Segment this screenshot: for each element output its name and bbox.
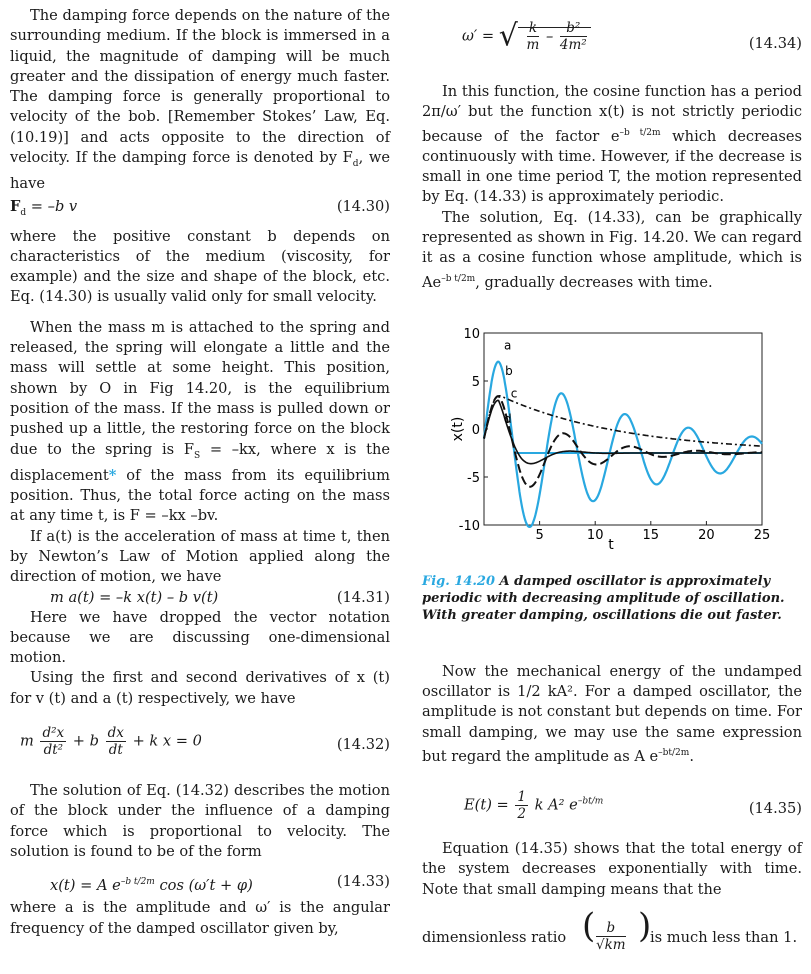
y-axis-label: x(t): [450, 416, 466, 442]
paragraph-amplitude: where a is the amplitude and ω′ is the angular frequency of the damped oscillator given by,: [10, 899, 390, 937]
equation-14-33: x(t) = A $e^{-b t/2m}$ cos (ω′t + φ) (14.33): [50, 873, 390, 895]
series-d-line: [484, 400, 762, 463]
paragraph-cosine-period: In this function, the cosine function has a period 2π/ω′ but the function x(t) is not strictly periodic because of the factor $e^{-b t/2m}$ which decreases continuously with time. However, if the decrease is small in one time period T, the motion represented by Eq. (14.33) is approximately periodic.: [422, 83, 803, 206]
series-label-a: a: [504, 338, 512, 353]
figure-14-20: [422, 323, 802, 569]
x-tick-label: 5: [535, 527, 544, 543]
paragraph-equilibrium: When the mass m is attached to the spring and released, the spring will elongate a little and the mass will settle at some height. This position, shown by O in Fig 14.20, is the equilibrium position of the mass. If the mass is pulled down or pushed up a little, the restoring force on the block due to the spring is $F_S = -kx$, where x is the displacement* of the mass from its equilibrium position. Thus, the total force acting on the mass at any time t, is F = –kx –bv.: [10, 318, 391, 525]
x-tick-label: 20: [698, 527, 715, 543]
dimensionless-ratio-line: dimensionless ratio ( $\frac{b}{√km}$ ) is much less than 1.: [422, 905, 798, 953]
y-tick-label: -5: [467, 470, 480, 486]
paragraph-vector-notation: Here we have dropped the vector notation because we are discussing one-dimensional motion.: [10, 608, 390, 667]
paragraph-positive-constant: where the positive constant b depends on characteristics of the medium (viscosity, for example) and the size and shape of the block, etc. Eq. (14.30) is usually valid only for small velocity.: [10, 227, 390, 306]
x-tick-label: 10: [586, 527, 604, 543]
y-tick-label: 10: [463, 326, 480, 342]
paragraph-mechanical-energy: Now the mechanical energy of the undamped oscillator is 1/2 kA². For a damped oscillator, the amplitude is not constant but depends on time. For small damping, we may use the same expression but regard the amplitude as A $e^{-bt/2m}$.: [422, 662, 802, 765]
series-c-line: [484, 395, 762, 445]
series-a-line: [484, 361, 762, 526]
plot-frame: [484, 333, 762, 525]
equation-14-31: m a(t) = –k x(t) – b v(t) (14.31): [50, 588, 390, 606]
equation-14-30: $F_d = -b$ v (14.30): [10, 197, 390, 218]
y-tick-label: 5: [471, 374, 480, 390]
equation-14-35: E(t) = $\frac{1}{2}$ k A² $e^{-bt/m}$ (14.35): [464, 789, 802, 823]
equation-14-32: m $\frac{\text{d²x}}{\text{dt²}}$ + b $\frac{dx}{dt}$ + k x = 0 (14.32): [20, 725, 390, 759]
series-label-c: c: [510, 386, 518, 401]
series-label-d: d: [504, 411, 512, 426]
paragraph-newton: If a(t) is the acceleration of mass at time t, then by Newton’s Law of Motion applied along the direction of motion, we have: [10, 527, 390, 586]
figure-caption: Fig. 14.20 A damped oscillator is approximately periodic with decreasing amplitude of oscillation. With greater damping, oscillations die out faster.: [422, 573, 785, 623]
x-axis-label: t: [608, 536, 614, 553]
equation-14-34: ω′ = √ $\frac{k}{m}$ – $\frac{\text{b²}}{\text{4m²}}$ (14.34): [462, 18, 802, 54]
paragraph-derivatives: Using the first and second derivatives of x (t) for v (t) and a (t) respectively, we have: [10, 669, 390, 707]
paragraph-energy-decrease: Equation (14.35) shows that the total energy of the system decreases exponentially with time. Note that small damping means that the: [422, 840, 802, 898]
x-tick-label: 15: [642, 527, 660, 543]
x-tick-label: 25: [753, 527, 771, 543]
paragraph-solution-form: The solution of Eq. (14.32) describes the motion of the block under the influence of a damping force which is proportional to velocity. The solution is found to be of the form: [10, 782, 390, 860]
paragraph-damping-force: The damping force depends on the nature of the surrounding medium. If the block is immersed in a liquid, the magnitude of damping will be much greater and the dissipation of energy much faster. The damping force is generally proportional to velocity of the bob. [Remember Stokes’ Law, Eq. (10.19)] and acts opposite to the direction of velocity. If the damping force is denoted by $F_d$, we have: [10, 7, 390, 193]
y-tick-label: -10: [458, 518, 480, 534]
series-label-b: b: [505, 363, 513, 378]
paragraph-graphical: The solution, Eq. (14.33), can be graphically represented as shown in Fig. 14.20. We can regard it as a cosine function whose amplitude, which is $Ae^{-b t/2m}$, gradually decreases with time.: [422, 208, 802, 291]
left-column: [10, 0, 390, 939]
right-column: [422, 0, 802, 956]
y-tick-label: 0: [471, 422, 480, 438]
damped-oscillator-chart: [422, 323, 802, 569]
